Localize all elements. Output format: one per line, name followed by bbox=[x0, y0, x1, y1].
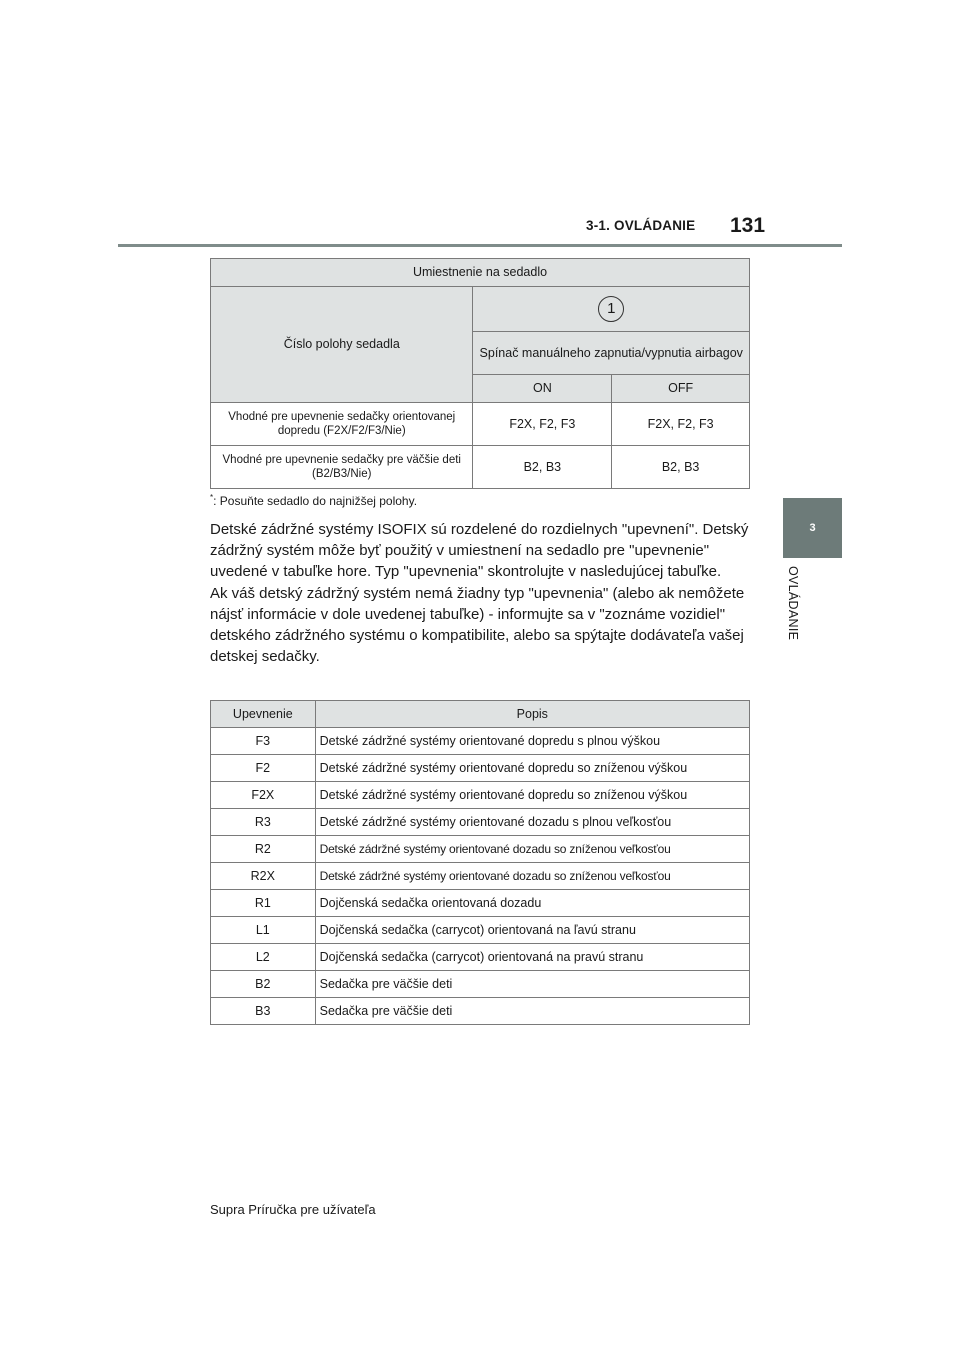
mount-desc: Sedačka pre väčšie deti bbox=[315, 998, 749, 1025]
seat-position-table bbox=[210, 258, 750, 489]
row-off-value: B2, B3 bbox=[612, 446, 750, 489]
mount-desc: Detské zádržné systémy orientované dozadu so zníženou veľkosťou bbox=[315, 836, 749, 863]
section-title: 3-1. OVLÁDANIE bbox=[586, 218, 696, 233]
table-row bbox=[211, 403, 750, 446]
mount-code: R2X bbox=[211, 863, 316, 890]
table-row bbox=[211, 971, 750, 998]
mount-desc: Detské zádržné systémy orientované dozadu s plnou veľkosťou bbox=[315, 809, 749, 836]
table-row bbox=[211, 998, 750, 1025]
mount-code: F2 bbox=[211, 755, 316, 782]
footnote-text: : Posuňte sedadlo do najnižšej polohy. bbox=[213, 494, 418, 508]
table-row bbox=[211, 890, 750, 917]
body-paragraph: Detské zádržné systémy ISOFIX sú rozdelené do rozdielnych "upevnení". Detský zádržný systém môže byť použitý v umiestnení na sedadlo pre "upevnenie" uvedené v tabuľke hore. Typ "upevnenia" skontrolujte v nasledujúcej tabuľke. bbox=[210, 521, 749, 581]
body-text bbox=[210, 519, 755, 667]
table-row bbox=[211, 446, 750, 489]
row-on-value: B2, B3 bbox=[473, 446, 612, 489]
chapter-tab[interactable] bbox=[783, 498, 842, 558]
mount-code: R1 bbox=[211, 890, 316, 917]
airbag-off-header: OFF bbox=[612, 375, 750, 403]
airbag-switch-label: Spínač manuálneho zapnutia/vypnutia airbagov bbox=[473, 332, 750, 375]
mount-desc: Detské zádržné systémy orientované dozadu so zníženou veľkosťou bbox=[315, 863, 749, 890]
table-row bbox=[211, 809, 750, 836]
chapter-tab-label: OVLÁDANIE bbox=[786, 566, 800, 641]
header-divider bbox=[118, 244, 842, 247]
mount-code: L1 bbox=[211, 917, 316, 944]
mount-desc: Detské zádržné systémy orientované dopredu so zníženou výškou bbox=[315, 782, 749, 809]
mount-code: F2X bbox=[211, 782, 316, 809]
mount-desc: Dojčenská sedačka (carrycot) orientovaná na pravú stranu bbox=[315, 944, 749, 971]
mount-code: L2 bbox=[211, 944, 316, 971]
table-row bbox=[211, 728, 750, 755]
row-on-value: F2X, F2, F3 bbox=[473, 403, 612, 446]
mount-code: B2 bbox=[211, 971, 316, 998]
mount-desc: Dojčenská sedačka orientovaná dozadu bbox=[315, 890, 749, 917]
mount-code: F3 bbox=[211, 728, 316, 755]
table-row bbox=[211, 755, 750, 782]
manual-footer: Supra Príručka pre užívateľa bbox=[210, 1202, 376, 1217]
seat-position-cell bbox=[473, 287, 750, 332]
row-label: Vhodné pre upevnenie sedačky pre väčšie deti (B2/B3/Nie) bbox=[211, 446, 473, 489]
mount-desc: Detské zádržné systémy orientované dopredu s plnou výškou bbox=[315, 728, 749, 755]
mount-desc: Dojčenská sedačka (carrycot) orientovaná na ľavú stranu bbox=[315, 917, 749, 944]
airbag-on-header: ON bbox=[473, 375, 612, 403]
seat-table-title: Umiestnenie na sedadlo bbox=[211, 259, 750, 287]
body-paragraph: Ak váš detský zádržný systém nemá žiadny typ "upevnenia" (alebo ak nemôžete nájsť informácie v dole uvedenej tabuľke) - informujte sa v "zoznáme vozidiel" detského zádržného systému o kompatibilite, alebo sa spýtajte dodávateľa vašej detskej sedačky. bbox=[210, 584, 745, 666]
row-label: Vhodné pre upevnenie sedačky orientovanej dopredu (F2X/F2/F3/Nie) bbox=[211, 403, 473, 446]
row-off-value: F2X, F2, F3 bbox=[612, 403, 750, 446]
seat-position-label: Číslo polohy sedadla bbox=[211, 287, 473, 403]
page-number: 131 bbox=[730, 214, 766, 237]
seat-position-number: 1 bbox=[598, 296, 624, 322]
mount-code: R3 bbox=[211, 809, 316, 836]
mount-code: R2 bbox=[211, 836, 316, 863]
mount-desc: Detské zádržné systémy orientované dopredu so zníženou výškou bbox=[315, 755, 749, 782]
mount-code: B3 bbox=[211, 998, 316, 1025]
mount-header-desc: Popis bbox=[315, 701, 749, 728]
table-row bbox=[211, 782, 750, 809]
footnote-marker: * bbox=[210, 493, 214, 502]
chapter-tab-number: 3 bbox=[809, 522, 816, 534]
footnote bbox=[210, 493, 417, 508]
mounting-type-table bbox=[210, 700, 750, 1025]
table-row bbox=[211, 944, 750, 971]
mount-desc: Sedačka pre väčšie deti bbox=[315, 971, 749, 998]
table-row bbox=[211, 836, 750, 863]
table-row bbox=[211, 863, 750, 890]
table-row bbox=[211, 917, 750, 944]
mount-header-code: Upevnenie bbox=[211, 701, 316, 728]
